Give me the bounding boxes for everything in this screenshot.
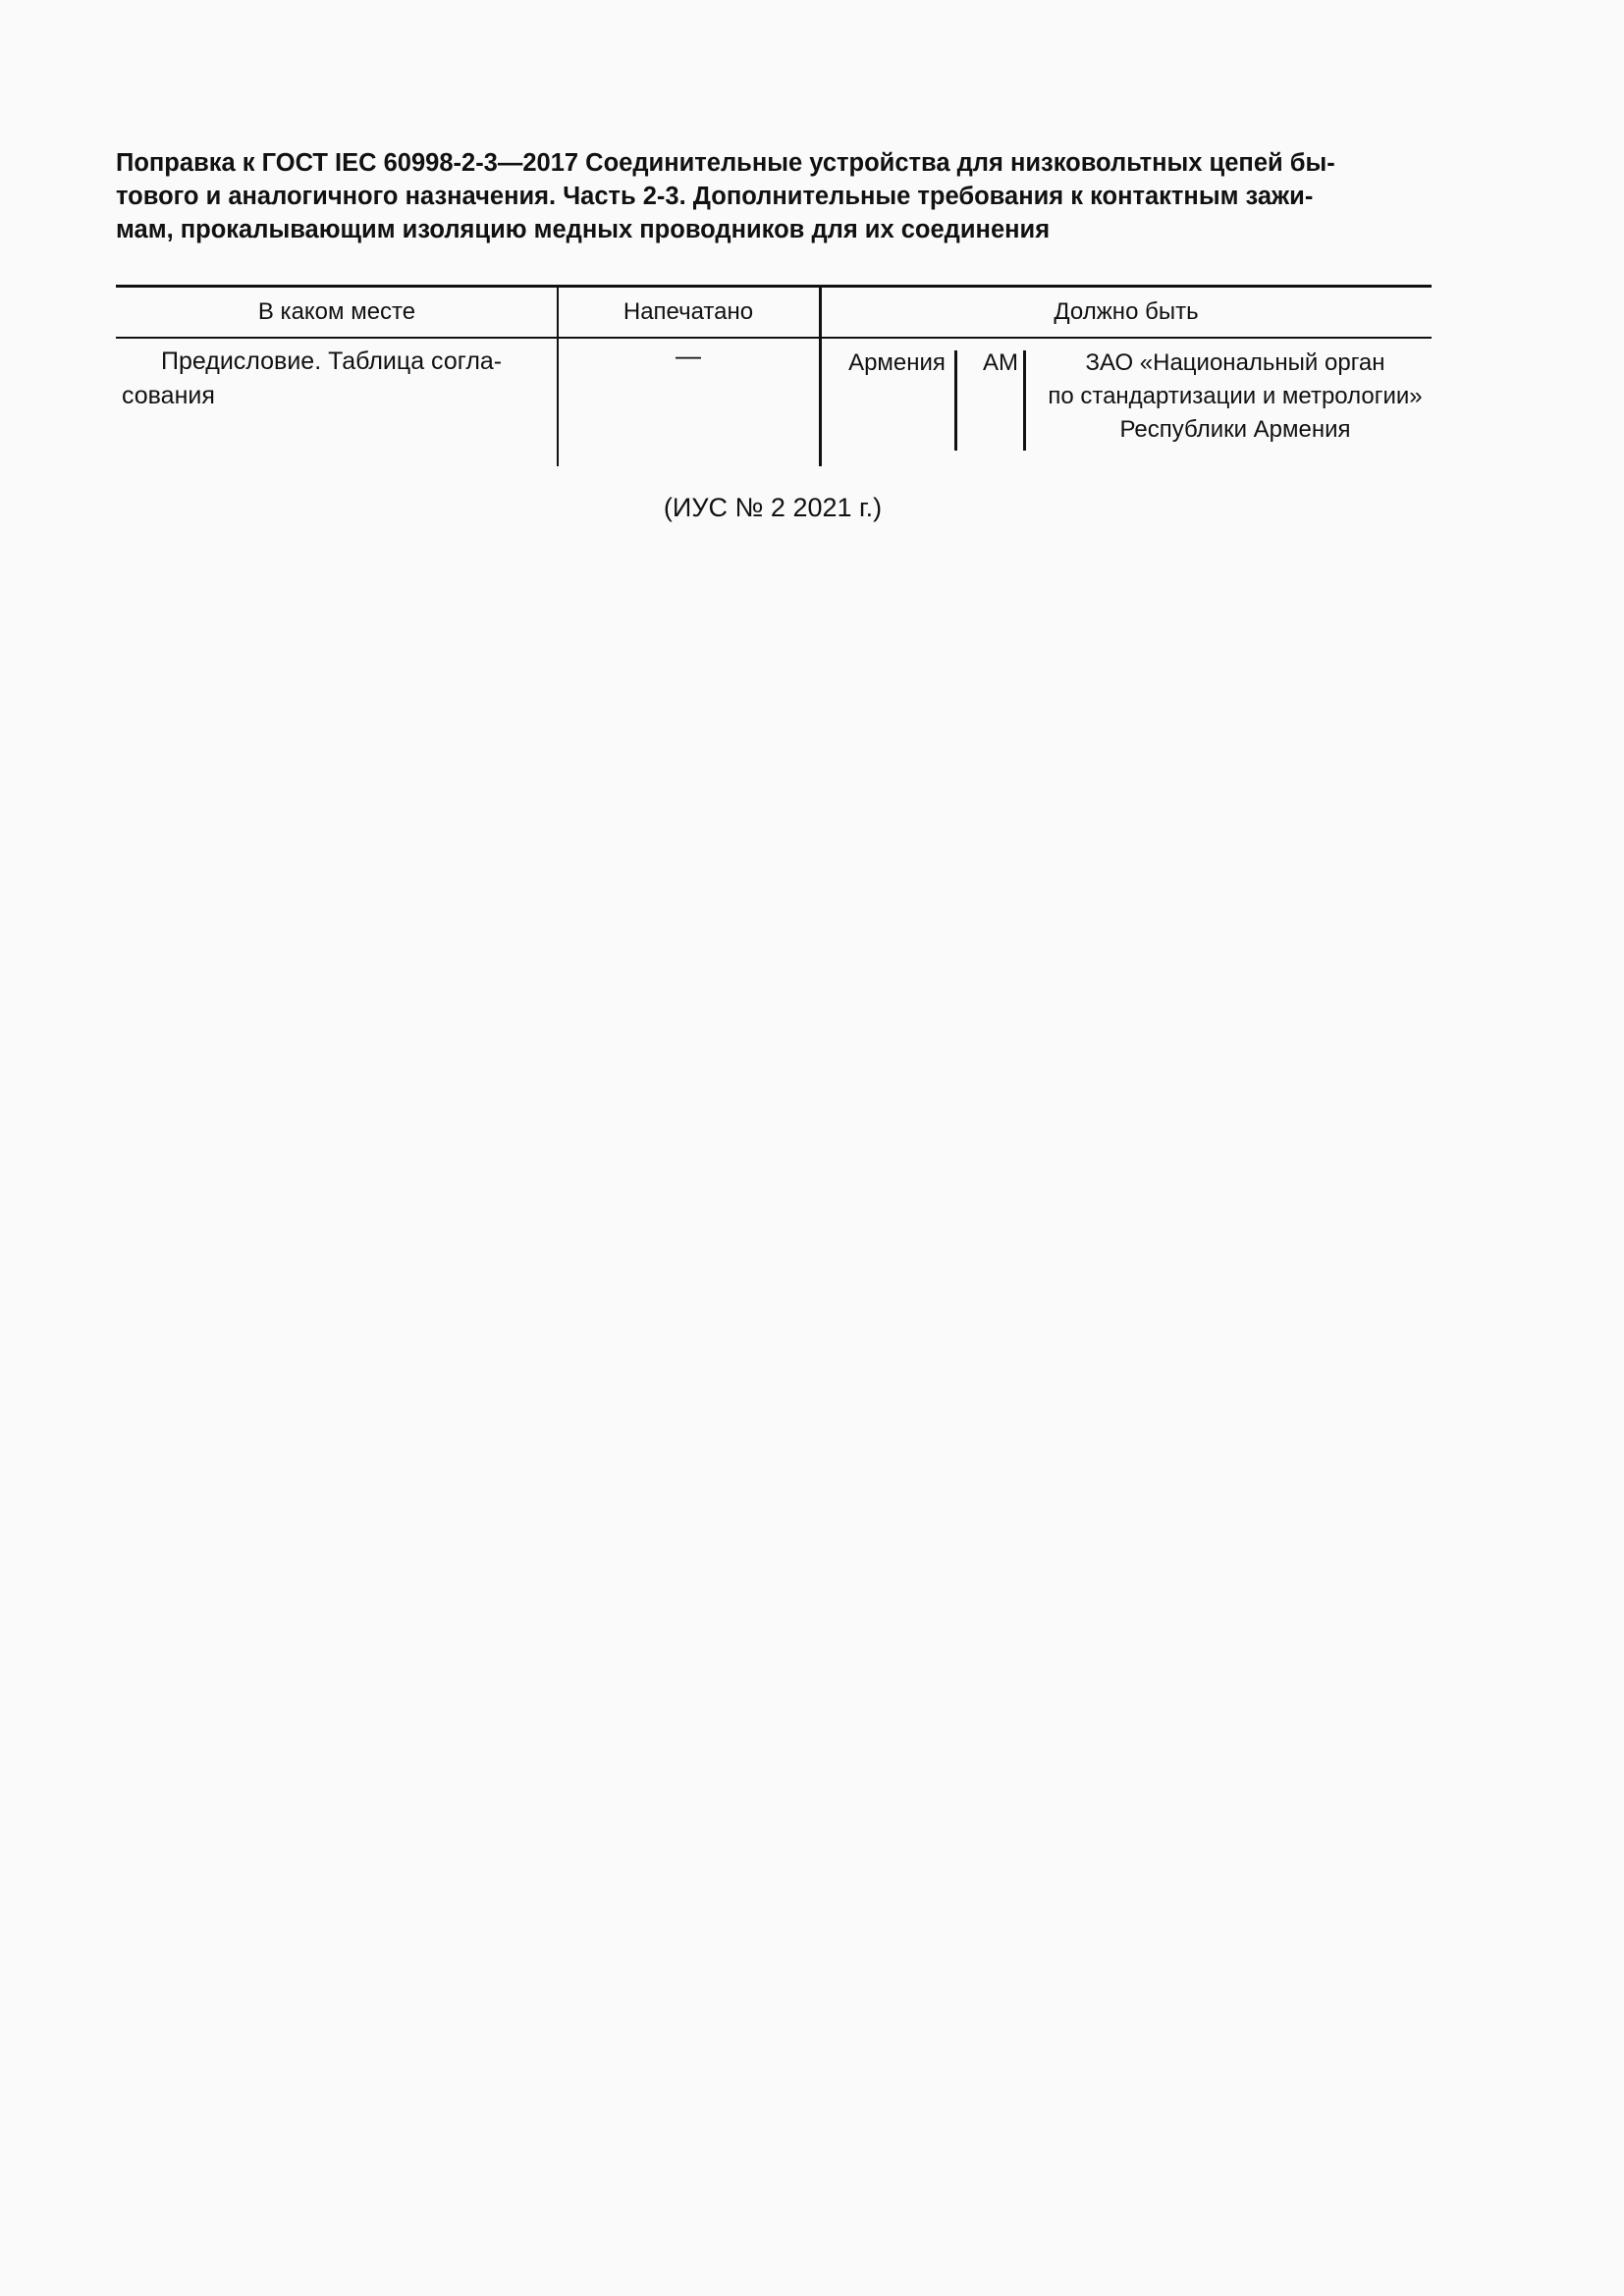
title-line-2: тового и аналогичного назначения. Часть 2-3. Дополнительные требования к контактным зажи- (116, 183, 1314, 210)
row-printed-cell: — (676, 341, 701, 370)
organization-line-3: Республики Армения (1119, 416, 1351, 443)
header-printed: Напечатано (623, 298, 754, 325)
organization-line-1: ЗАО «Национальный орган (1085, 349, 1385, 376)
header-should-be: Должно быть (1054, 298, 1199, 325)
header-location: В каком месте (257, 298, 416, 325)
table-header-row (116, 288, 1432, 339)
row-organization-cell (1039, 347, 1432, 447)
amendment-table (116, 285, 1432, 466)
row-code-cell: AM (983, 349, 1018, 376)
title-line-3: мам, прокалывающим изоляцию медных проводников для их соединения (116, 216, 1051, 243)
organization-line-2: по стандартизации и метрологии» (1048, 383, 1423, 409)
document-title (116, 146, 1432, 246)
row-location-cell: Предисловие. Таблица согла-сования (122, 347, 503, 409)
title-line-1: Поправка к ГОСТ IEC 60998-2-3—2017 Соединительные устройства для низковольтных цепей бы- (116, 149, 1335, 177)
column-divider-1 (557, 288, 559, 466)
row-country-cell: Армения (848, 349, 946, 376)
source-reference: (ИУС № 2 2021 г.) (663, 493, 883, 522)
column-divider-2 (819, 288, 822, 466)
